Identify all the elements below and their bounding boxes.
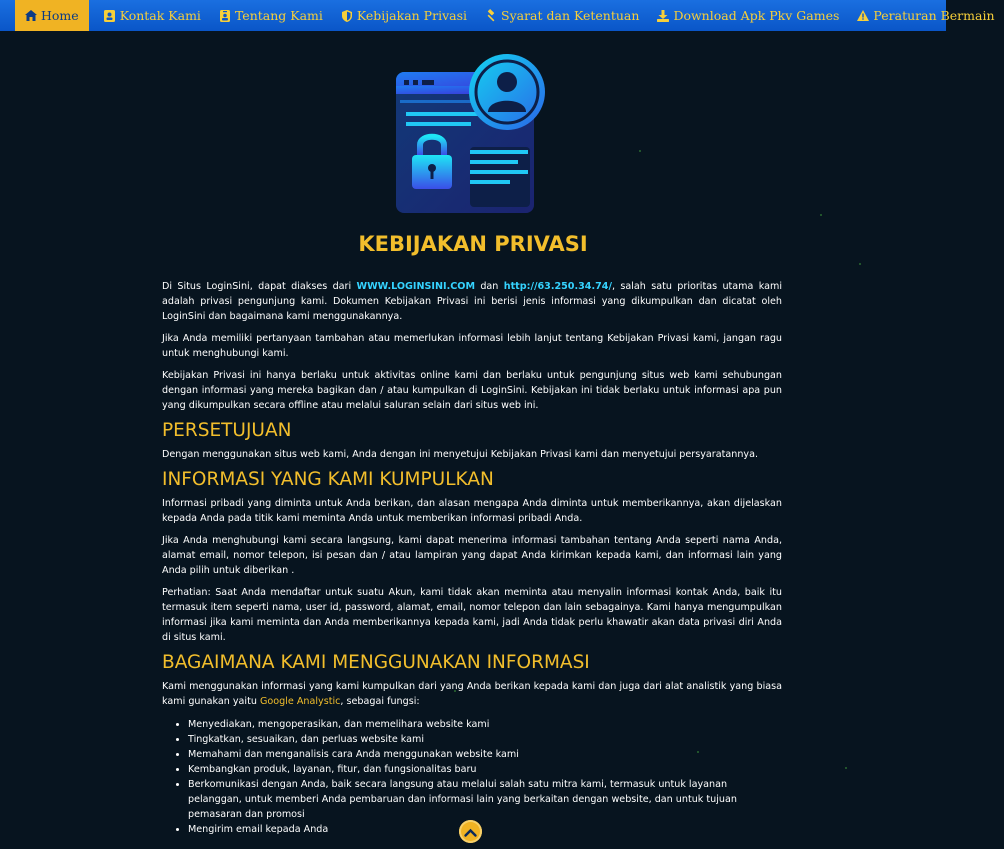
list-item: • Memahami dan menganalisis cara Anda menggunakan website kami [188, 747, 782, 762]
nav-item-label: Home [41, 8, 79, 23]
chevron-up-icon [464, 822, 477, 841]
privacy-content [162, 279, 782, 837]
nav-item-download-apk[interactable] [648, 0, 848, 31]
collect-paragraph: Perhatian: Saat Anda mendaftar untuk suatu Akun, kami tidak akan meminta atau menyalin informasi kontak Anda, baik itu termasuk item seperti nama, user id, password, alamat, email, nomor telepon dan lain sebagainya. Kami hanya mengumpulkan informasi jika kami meminta dan Anda memberikannya kepada kami, jadi Anda tidak perlu khawatir akan data privasi diri Anda di situs kami. [162, 587, 782, 643]
background-dot [845, 767, 847, 769]
nav-item-label: Download Apk Pkv Games [673, 8, 840, 23]
collect-paragraph: Informasi pribadi yang diminta untuk Anda berikan, dan alasan mengapa Anda diminta untuk memberikannya, akan dijelaskan kepada Anda pada titik kami meminta Anda untuk memberikan informasi pribadi Anda. [162, 498, 782, 524]
section-heading-usage: BAGAIMANA KAMI MENGGUNAKAN INFORMASI [162, 652, 590, 673]
warning-icon [857, 10, 869, 22]
nav-item-label: Tentang Kami [234, 8, 323, 23]
intro-paragraph: Kebijakan Privasi ini hanya berlaku untuk aktivitas online kami dan berlaku untuk pengunjung situs web kami sehubungan dengan informasi yang mereka bagikan dan / atau kumpulkan di LoginSini. Kebijakan ini tidak berlaku untuk informasi apa pun yang dikumpulkan secara offline atau melalui saluran selain dari situs web ini. [162, 370, 782, 411]
intro-text: Di Situs LoginSini, dapat diakses dari [162, 281, 357, 292]
shield-icon [341, 10, 353, 22]
list-item: • Berkomunikasi dengan Anda, baik secara langsung atau melalui salah satu mitra kami, termasuk untuk layanan pelanggan, untuk memberi Anda pembaruan dan informasi lain yang berkaitan dengan website, dan untuk tujuan pemasaran dan promosi [188, 777, 782, 822]
nav-item-label: Syarat dan Ketentuan [501, 8, 640, 23]
collect-paragraph: Jika Anda menghubungi kami secara langsung, kami dapat menerima informasi tambahan tentang Anda seperti nama Anda, alamat email, nomor telepon, isi pesan dan / atau lampiran yang dapat Anda kirimkan kepada kami, dan informasi lain yang Anda pilih untuk diberikan . [162, 535, 782, 576]
contact-card-icon [104, 10, 116, 22]
download-icon [657, 10, 669, 22]
ip-link[interactable]: http://63.250.34.74/ [503, 281, 612, 292]
nav-item-peraturan-bermain[interactable] [848, 0, 1003, 31]
id-badge-icon [219, 10, 231, 22]
usage-text: Kami menggunakan informasi yang kami kumpulkan dari yang Anda berikan kepada kami dan juga dari alat analistik yang biasa kami gunakan yaitu [162, 681, 782, 707]
nav-item-syarat-dan-ketentuan[interactable] [476, 0, 648, 31]
list-item: • Menyediakan, mengoperasikan, dan memelihara website kami [188, 717, 782, 732]
top-navbar [0, 0, 995, 31]
background-dot [859, 263, 861, 265]
list-item: • Kembangkan produk, layanan, fitur, dan fungsionalitas baru [188, 762, 782, 777]
consent-paragraph: Dengan menggunakan situs web kami, Anda dengan ini menyetujui Kebijakan Privasi kami dan menyetujui persyaratannya. [162, 449, 759, 460]
list-item: • Tingkatkan, sesuaikan, dan perluas website kami [188, 732, 782, 747]
background-dot [639, 150, 641, 152]
nav-item-home[interactable] [15, 0, 89, 31]
intro-paragraph [162, 279, 782, 324]
gavel-icon [485, 10, 497, 22]
scroll-to-top-button[interactable] [459, 820, 482, 843]
nav-item-tentang-kami[interactable] [210, 0, 332, 31]
usage-paragraph [162, 679, 782, 709]
site-link[interactable]: WWW.LOGINSINI.COM [356, 281, 475, 292]
nav-item-kontak-kami[interactable] [95, 0, 210, 31]
nav-item-kebijakan-privasi[interactable] [332, 0, 476, 31]
background-dot [820, 214, 822, 216]
usage-list [188, 717, 782, 837]
nav-item-label: Kebijakan Privasi [356, 8, 467, 23]
google-analytics-link[interactable]: Google Analystic [259, 696, 341, 707]
privacy-lock-user-icon [392, 52, 552, 217]
intro-text: , salah satu prioritas utama kami adalah privasi pengunjung kami. Dokumen Kebijakan Privasi ini berisi jenis informasi yang dikumpulkan dan dicatat oleh LoginSini dan bagaimana kami menggunakannya. [162, 281, 783, 322]
nav-item-label: Kontak Kami [119, 8, 201, 23]
usage-text: , sebagai fungsi: [340, 696, 420, 707]
section-heading-collect: INFORMASI YANG KAMI KUMPULKAN [162, 469, 494, 490]
page-title: KEBIJAKAN PRIVASI [358, 232, 588, 256]
intro-paragraph: Jika Anda memiliki pertanyaan tambahan atau memerlukan informasi lebih lanjut tentang Kebijakan Privasi kami, jangan ragu untuk menghubungi kami. [162, 333, 782, 359]
list-item: • Mengirim email kepada Anda [188, 822, 782, 837]
intro-text: dan [475, 281, 504, 292]
nav-item-label: Peraturan Bermain [873, 8, 995, 23]
home-icon [25, 10, 37, 22]
section-heading-consent: PERSETUJUAN [162, 420, 292, 441]
